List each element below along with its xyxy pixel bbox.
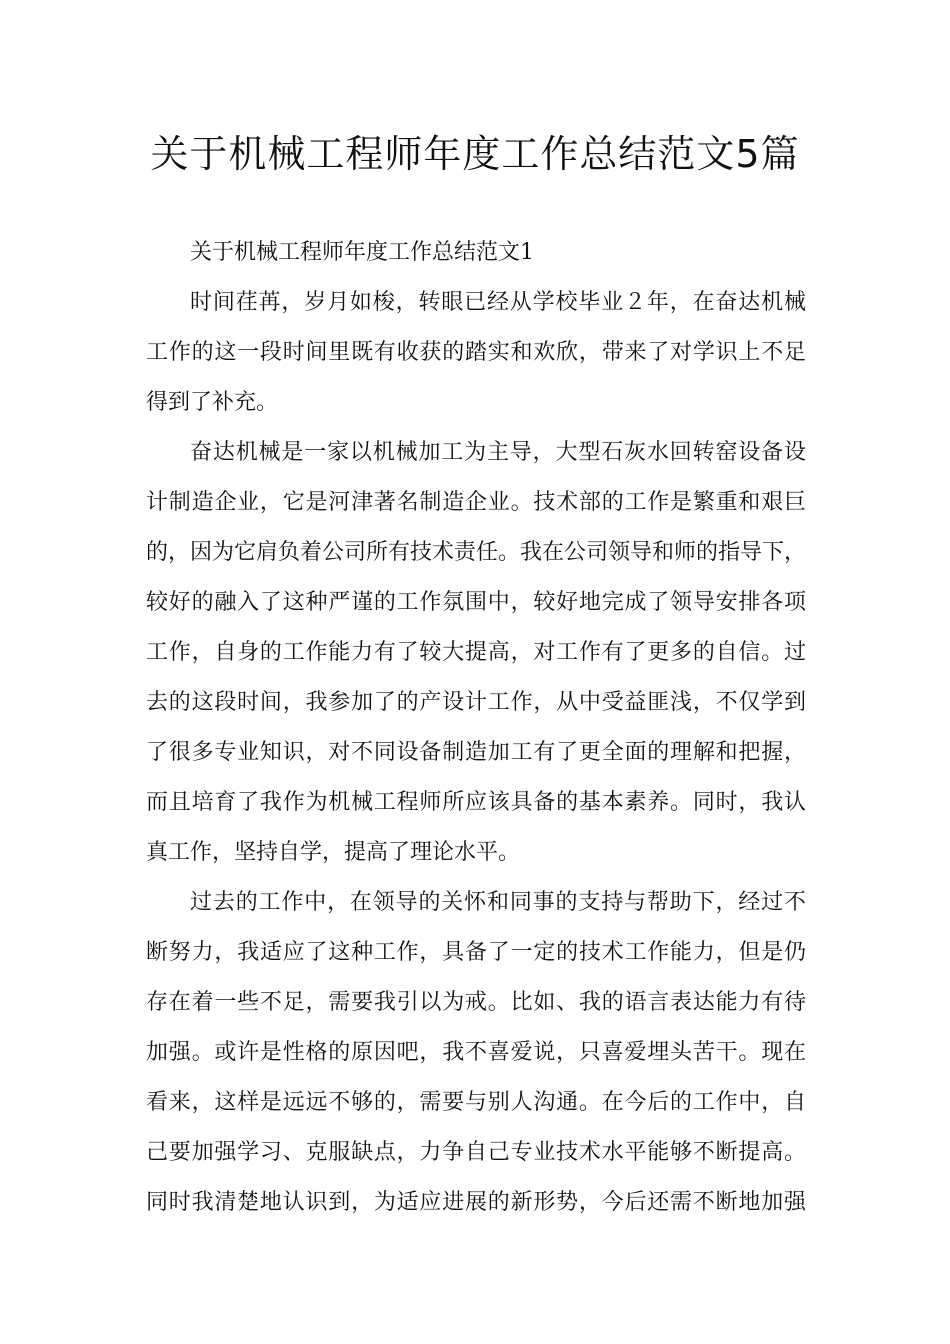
- paragraph-line: 过去的工作中，在领导的关怀和同事的支持与帮助下，经过不: [190, 890, 806, 915]
- paragraph-line: 奋达机械是一家以机械加工为主导，大型石灰水回转窑设备设: [190, 440, 806, 465]
- paragraph-line: 加强。或许是性格的原因吧，我不喜爱说，只喜爱埋头苦干。现在: [146, 1040, 806, 1065]
- paragraph-line: 计制造企业，它是河津著名制造企业。技术部的工作是繁重和艰巨: [146, 490, 806, 515]
- paragraph-line: 的，因为它肩负着公司所有技术责任。我在公司领导和师的指导下，: [146, 540, 806, 565]
- paragraph-line: 存在着一些不足，需要我引以为戒。比如、我的语言表达能力有待: [146, 990, 806, 1015]
- paragraph-line: 了很多专业知识，对不同设备制造加工有了更全面的理解和把握，: [146, 740, 806, 765]
- paragraph-line: 看来，这样是远远不够的，需要与别人沟通。在今后的工作中，自: [146, 1090, 806, 1115]
- paragraph-line: 工作，自身的工作能力有了较大提高，对工作有了更多的自信。过: [146, 640, 806, 665]
- paragraph-line: 去的这段时间，我参加了的产设计工作，从中受益匪浅，不仅学到: [146, 690, 806, 715]
- paragraph-line: 断努力，我适应了这种工作，具备了一定的技术工作能力，但是仍: [146, 940, 806, 965]
- paragraph-line: 工作的这一段时间里既有收获的踏实和欢欣，带来了对学识上不足: [146, 340, 806, 365]
- paragraph-line: 己要加强学习、克服缺点，力争自己专业技术水平能够不断提高。: [146, 1140, 806, 1165]
- paragraph-line: 真工作，坚持自学，提高了理论水平。: [146, 840, 521, 865]
- paragraph-line: 较好的融入了这种严谨的工作氛围中，较好地完成了领导安排各项: [146, 590, 806, 615]
- paragraph-line: 时间荏苒，岁月如梭，转眼已经从学校毕业２年，在奋达机械: [190, 290, 806, 315]
- paragraph-line: 而且培育了我作为机械工程师所应该具备的基本素养。同时，我认: [146, 790, 806, 815]
- section-heading: 关于机械工程师年度工作总结范文1: [190, 240, 534, 265]
- document-title: 关于机械工程师年度工作总结范文5篇: [150, 132, 800, 176]
- paragraph-line: 同时我清楚地认识到，为适应进展的新形势，今后还需不断地加强: [146, 1190, 806, 1215]
- paragraph-line: 得到了补充。: [146, 390, 279, 415]
